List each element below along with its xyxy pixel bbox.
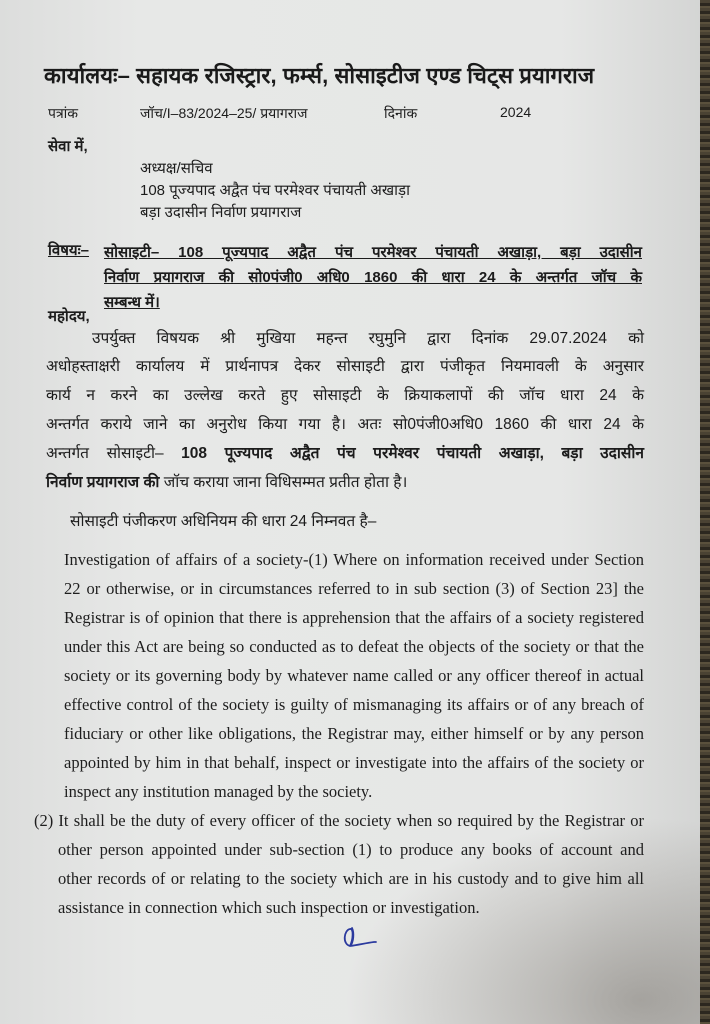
recipient-line: अध्यक्ष/सचिव [140,160,213,177]
law-text-line: appointed by him in that behalf, inspect or investigate into the affairs of the society or [64,753,644,772]
salutation: महोदय, [48,308,90,325]
law-text-line: inspect any institution managed by the society. [64,782,373,801]
recipient-line: बड़ा उदासीन निर्वाण प्रयागराज [140,204,302,221]
law-text-line: Investigation of affairs of a society-(1) Where on information received under Section [64,550,644,569]
body-line [46,443,644,465]
law-text-line: society or its governing body by whatever name called or any officer thereof in actual [64,666,644,685]
subject-label: विषयः– [48,242,89,259]
society-name: 108 पूज्यपाद अद्वैत पंच परमेश्वर पंचायती अखाड़ा, बड़ा उदासीन [181,445,644,462]
recipient-label: सेवा में, [48,138,88,155]
body-line: अन्तर्गत कराये जाने का अनुरोध किया गया है। अतः सो0पंजी0अधि0 1860 की धारा 24 के [46,416,644,433]
law-text-line: other records of or relating to the society which are in his custody and to give him all [58,869,644,888]
body-line [46,472,644,494]
subject-text [104,240,642,315]
law-text-line: fiduciary or other like obligations, the Registrar may, either himself or by any person [64,724,644,743]
reference-number: जॉच/I–83/2024–25/ प्रयागराज [140,105,308,121]
law-text-line: (2) It shall be the duty of every officer of the society when so required by the Registrar or [34,811,644,830]
subject-line: निर्वाण प्रयागराज की सो0पंजी0 अधि0 1860 की धारा 24 के अन्तर्गत जॉच के [104,269,642,286]
body-line: अधोहस्ताक्षरी कार्यालय में प्रार्थनापत्र देकर सोसाइटी द्वारा पंजीकृत नियमावली के अनुसार [46,358,644,375]
law-text-line: assistance in connection which such inspection or investigation. [58,898,480,917]
signature-icon [340,924,384,950]
law-text-line: other person appointed under sub-section (1) to produce any books of account and [58,840,644,859]
subject-line: सोसाइटी– 108 पूज्यपाद अद्वैत पंच परमेश्वर पंचायती अखाड़ा, बड़ा उदासीन [104,244,642,261]
law-text-line: 22 or otherwise, or in circumstances referred to in sub section (3) of Section 23] the [64,579,644,598]
office-heading: कार्यालयः– सहायक रजिस्ट्रार, फर्म्स, सोसाइटीज एण्ड चिट्स प्रयागराज [44,63,595,88]
reference-label: पत्रांक [48,105,79,121]
date-label: दिनांक [384,105,418,121]
law-text-line: effective control of the society is guilty of mismanaging its affairs or of any breach of [64,695,644,714]
subject-line: सम्बन्ध में। [104,294,160,311]
body-line: उपर्युक्त विषयक श्री मुखिया महन्त रघुमुनि द्वारा दिनांक 29.07.2024 को [92,330,644,347]
law-text-line: under this Act are being so conducted as to defeat the objects of the society or that the [64,637,644,656]
society-name: निर्वाण प्रयागराज की [46,474,160,491]
body-text: जॉच कराया जाना विधिसम्मत प्रतीत होता है। [163,474,408,491]
law-text-line: Registrar is of opinion that there is apprehension that the affairs of a society registered [64,608,644,627]
date-value: 2024 [500,104,532,120]
body-line: कार्य न करने का उल्लेख करते हुए सोसाइटी के क्रियाकलापों की जॉच धारा 24 के [46,387,644,404]
section-intro: सोसाइटी पंजीकरण अधिनियम की धारा 24 निम्नवत है– [70,513,377,530]
recipient-line: 108 पूज्यपाद अद्वैत पंच परमेश्वर पंचायती अखाड़ा [140,182,410,199]
body-text: अन्तर्गत सोसाइटी– [46,445,164,462]
